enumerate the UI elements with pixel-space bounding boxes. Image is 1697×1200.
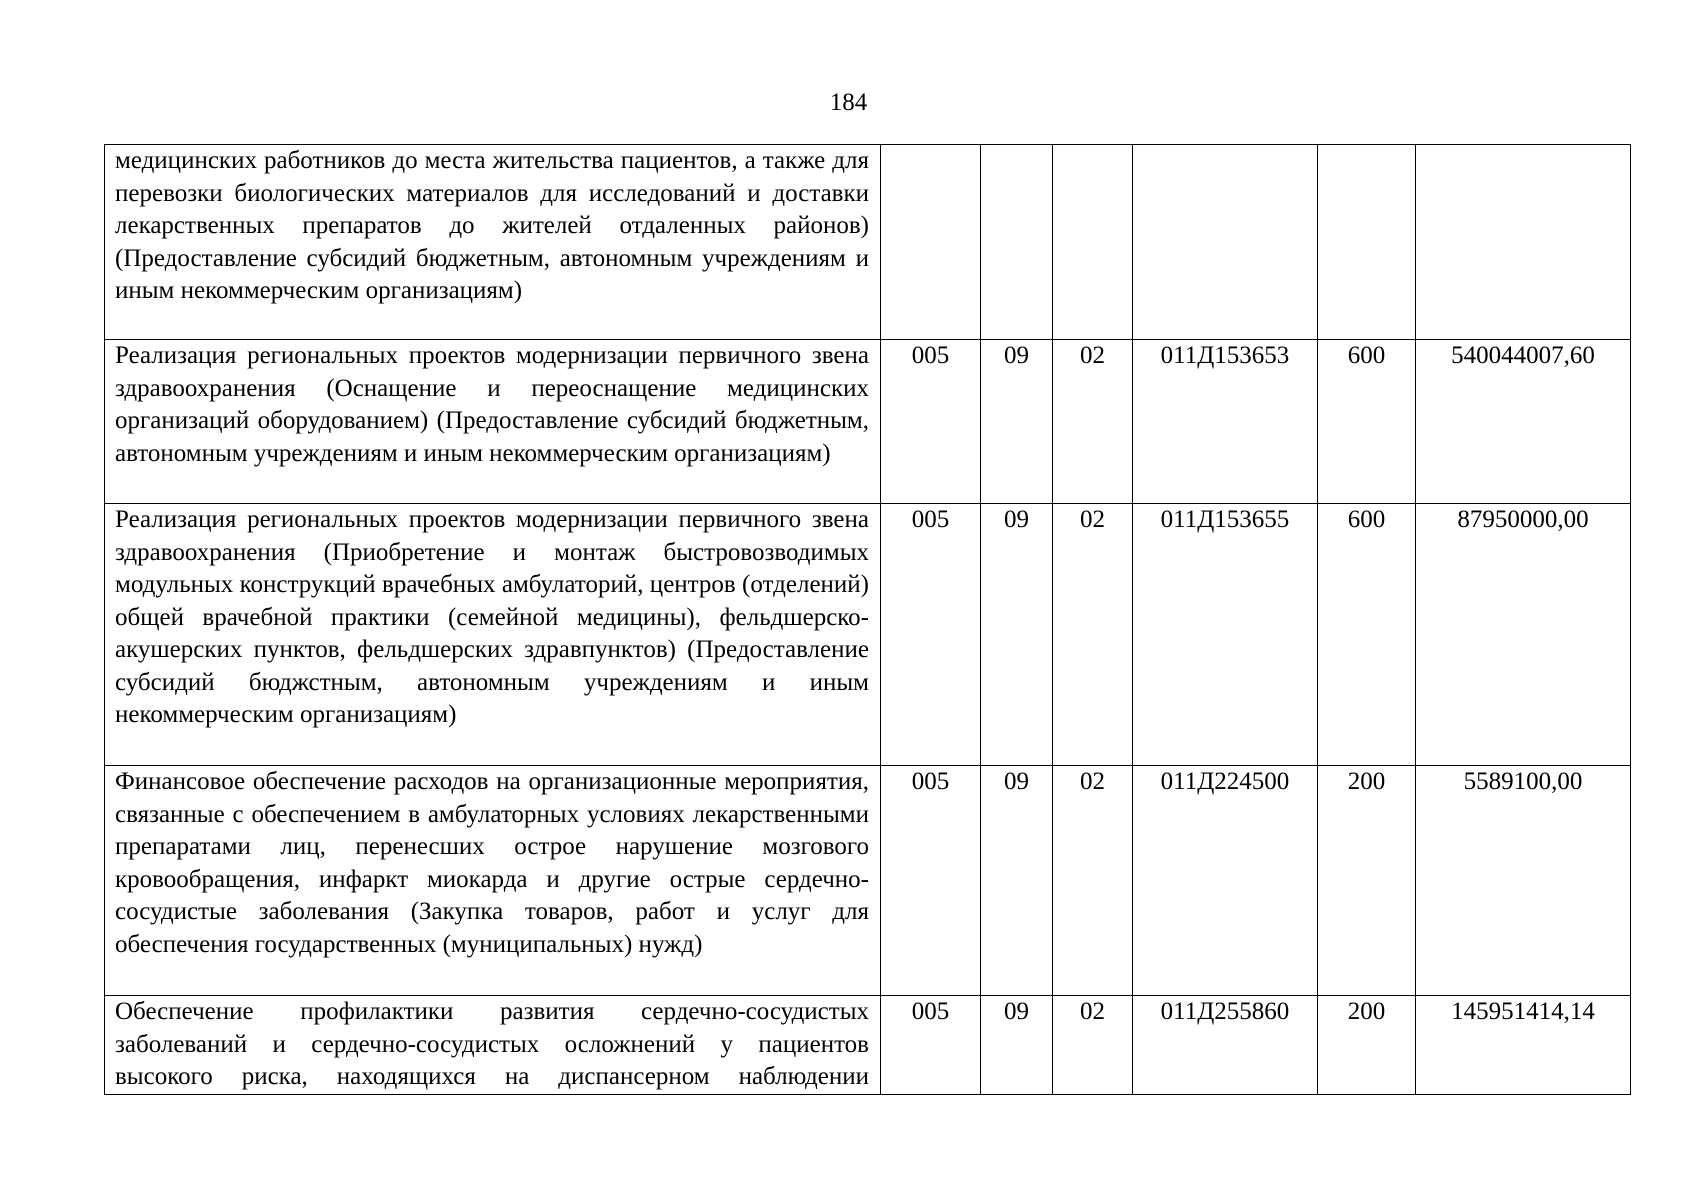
description-cell: медицинских работников до места жительства пациентов, а также для перевозки биологических материалов для исследований и доставки лекарственных препаратов до жителей отдаленных районов) (Предоставление субсидий бюджетным, автономным учреждениям и иным некоммерческим организациям)	[105, 145, 881, 340]
table-row	[105, 996, 1631, 1095]
amount-cell: 87950000,00	[1416, 504, 1631, 766]
target-article-cell: 011Д153655	[1133, 504, 1318, 766]
page-number: 184	[829, 89, 868, 116]
ministry-code-cell: 005	[881, 340, 981, 504]
expense-type-cell: 600	[1318, 504, 1416, 766]
subsection-code-cell: 02	[1053, 766, 1133, 996]
amount-cell: 145951414,14	[1416, 996, 1631, 1095]
section-code-cell: 09	[981, 340, 1053, 504]
description-cell: Обеспечение профилактики развития сердечно-сосудистых заболеваний и сердечно-сосудистых осложнений у пациентов высокого риска, находящихся на диспансерном наблюдении	[105, 996, 881, 1095]
ministry-code-cell: 005	[881, 996, 981, 1095]
description-cell: Реализация региональных проектов модернизации первичного звена здравоохранения (Оснащение и переоснащение медицинских организаций оборудованием) (Предоставление субсидий бюджетным, автономным учреждениям и иным некоммерческим организациям)	[105, 340, 881, 504]
table-row	[105, 504, 1631, 766]
section-code-cell: 09	[981, 504, 1053, 766]
target-article-cell: 011Д255860	[1133, 996, 1318, 1095]
description-cell: Реализация региональных проектов модернизации первичного звена здравоохранения (Приобретение и монтаж быстровозводимых модульных конструкций врачебных амбулаторий, центров (отделений) общей врачебной практики (семейной медицины), фельдшерско-акушерских пунктов, фельдшерских здравпунктов) (Предоставление субсидий бюджстным, автономным учреждениям и иным некоммерческим организациям)	[105, 504, 881, 766]
subsection-code-cell: 02	[1053, 996, 1133, 1095]
target-article-cell	[1133, 145, 1318, 340]
expense-type-cell: 600	[1318, 340, 1416, 504]
table-row	[105, 145, 1631, 340]
budget-table	[104, 144, 1631, 1095]
target-article-cell: 011Д224500	[1133, 766, 1318, 996]
section-code-cell	[981, 145, 1053, 340]
amount-cell	[1416, 145, 1631, 340]
amount-cell: 540044007,60	[1416, 340, 1631, 504]
amount-cell: 5589100,00	[1416, 766, 1631, 996]
subsection-code-cell	[1053, 145, 1133, 340]
expense-type-cell: 200	[1318, 996, 1416, 1095]
ministry-code-cell	[881, 145, 981, 340]
section-code-cell: 09	[981, 766, 1053, 996]
expense-type-cell	[1318, 145, 1416, 340]
ministry-code-cell: 005	[881, 504, 981, 766]
ministry-code-cell: 005	[881, 766, 981, 996]
table-row	[105, 340, 1631, 504]
table-row	[105, 766, 1631, 996]
expense-type-cell: 200	[1318, 766, 1416, 996]
description-cell: Финансовое обеспечение расходов на организационные мероприятия, связанные с обеспечением в амбулаторных условиях лекарственными препаратами лиц, перенесших острое нарушение мозгового кровообращения, инфаркт миокарда и другие острые сердечно-сосудистые заболевания (Закупка товаров, работ и услуг для обеспечения государственных (муниципальных) нужд)	[105, 766, 881, 996]
target-article-cell: 011Д153653	[1133, 340, 1318, 504]
subsection-code-cell: 02	[1053, 504, 1133, 766]
section-code-cell: 09	[981, 996, 1053, 1095]
subsection-code-cell: 02	[1053, 340, 1133, 504]
